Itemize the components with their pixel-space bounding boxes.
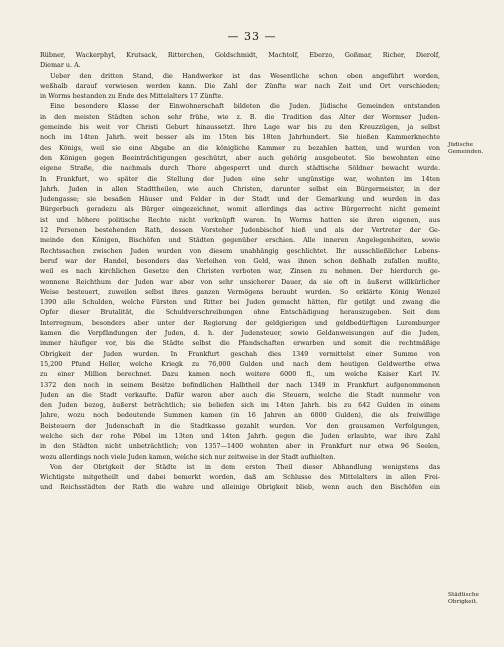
text-line: Von der Obrigkeit der Städte ist in dem ersten Theil dieser Abhandlung wenigstens das xyxy=(50,462,440,471)
text-line: eigene Straße, die nachmals durch Thore abgesperrt und durch städtische Söldner bewacht wurde. xyxy=(40,164,440,173)
text-line: gemeinde bis weit vor Christi Geburt hinaussetzt. Ihre Lage war bis zu den Kreuzzügen, ja selbst xyxy=(40,123,440,132)
text-line: Rübner, Wackerphyl, Krutsack, Ritterchen, Goldschmidt, Machtolf, Eberzo, Goßmar, Richer, Dierolf, xyxy=(40,51,440,59)
text-line: Jahre, wozu noch bedeutende Summen kamen (in 16 Jahren an 6000 Gulden), die als freiwillige xyxy=(40,411,440,420)
text-line: welche sich der rohe Pöbel im 13ten und 14ten Jahrh. gegen die Juden erlaubte, war ihre Zahl xyxy=(40,431,440,440)
text-line: weil es nach kirchlichen Gesetze den Christen verboten war, Zinsen zu nehmen. Der hierdurch ge- xyxy=(40,267,440,276)
text-line: Rechtssachen zwischen Juden wurden von diesem unabhängig geschlichtet. Ihr ausschließlicher Lebens- xyxy=(40,246,440,255)
text-line: und Reichsstädten der Rath die wahre und alleinige Obrigkeit blieb, wenn auch den Bischöfen ein xyxy=(40,483,440,492)
text-line: wonnene Reichthum der Juden war aber von sehr unsicherer Dauer, da sie oft in äußerst willkürlicher xyxy=(40,277,440,286)
text-line: 1372 den noch in seinem Besitze befindlichen Halbtheil der nach 1349 in Frankfurt aufgenommenen xyxy=(40,380,440,389)
margin-note-staedtische-obrigkeit: Städtische Obrigkeit. xyxy=(448,592,480,606)
text-line: in den Städten nicht unbeträchtlich; von 1357—1400 wohnten aber in Frankfurt nur etwa 96 Seelen, xyxy=(40,442,440,451)
text-line: 15,200 Pfund Heller, welche Kriegk zu 76,000 Gulden und nach dem heutigen Geldwerthe etwa xyxy=(40,359,440,368)
text-line: Eine besondere Klasse der Einwohnerschaft bildeten die Juden. Jüdische Gemeinden entstanden xyxy=(50,102,440,111)
text-line: in Worms bestanden zu Ende des Mittelalters 17 Zünfte. xyxy=(40,92,224,101)
text-line: noch im 14ten Jahrh. weit besser als im 15ten bis 18ten Jahrhundert. Sie hießen Kammerknechte xyxy=(40,133,440,142)
text-line: 1390 alle Schulden, welche Fürsten und Ritter bei Juden gemacht hätten, für getilgt und zwang die xyxy=(40,298,440,307)
page-number: — 33 — xyxy=(227,30,277,43)
text-line: Opfer dieser Brutalität, die Schuldverschreibungen ohne Entschädigung herauszugeben. Seit dem xyxy=(40,308,440,317)
text-line: Jahrh. Juden in allen Stadttheilen, wie auch Christen, darunter selbst ein Bürgermeister, in der xyxy=(40,184,440,193)
text-line: zu einer Million berechnet. Dazu kamen noch weitere 6000 fl., um welche Kaiser Karl IV. xyxy=(40,370,440,379)
text-line: beruf war der Handel, besonders das Verleihen von Geld, was ihnen schon deßhalb zufallen mußte, xyxy=(40,256,440,265)
text-line: immer häufiger vor, bis die Städte selbst die Pfandschaften erwarben und somit die rechtmäßige xyxy=(40,339,440,348)
text-line: in den meisten Städten schon sehr frühe, wie z. B. die Tradition das Alter der Wormser Juden- xyxy=(40,112,440,121)
text-line: meinde den Königen, Bischöfen und Städten gegenüber erschien. Alle inneren Angelegenheiten, sowie xyxy=(40,236,440,245)
text-line: kamen die Verpfändungen der Juden, d. h. der Judensteuer, sowie Geldanweisungen auf die Juden, xyxy=(40,329,440,338)
text-line: 12 Personen bestehenden Rath, dessen Vorsteher Judenbischof hieß und als der Vertreter der Ge- xyxy=(40,226,440,235)
text-line: Interregnum, besonders aber unter der Regierung der geldgierigen und geldbedürftigen Luremburger xyxy=(40,318,440,327)
text-line: den Königen gegen Beeinträchtigungen geschützt, aber auch gehörig ausgebeutet. Sie bewohnten eine xyxy=(40,153,440,162)
margin-note-juedische-gemeinden: Jüdische Gemeinden. xyxy=(448,142,484,156)
text-line: wozu allerdings noch viele Juden kamen, welche sich nur zeitweise in der Stadt aufhielten. xyxy=(40,452,336,461)
text-line: des Königs, weil sie eine Abgabe an die königliche Kammer zu bezahlen hatten, und wurden von xyxy=(40,143,440,152)
text-line: Bürgerbuch geradezu als Bürger eingezeichnet, womit allerdings das active Bürgerrecht nicht gemeint xyxy=(40,205,440,214)
text-line: Obrigkeit der Juden wurden. In Frankfurt geschah dies 1349 vermittelst einer Summe von xyxy=(40,349,440,358)
text-line: ist und höhere politische Rechte nicht verknüpft waren. In Worms hatten sie ihren eigenen, aus xyxy=(40,215,440,224)
text-line: Judengasse; sie besaßen Häuser und Felder in der Stadt und der Gemarkung und wurden in das xyxy=(40,195,440,204)
body-text xyxy=(40,50,440,493)
text-line: den Juden bezog, äußerst beträchtlich; sie beliefen sich im 14ten Jahrh. bis zu 642 Gulden in einem xyxy=(40,401,440,410)
text-line: weßhalb darauf verwiesen werden kann. Die Zahl der Zünfte war nach Zeit und Ort verschieden; xyxy=(40,81,440,90)
text-line: In Frankfurt, wo später die Stellung der Juden eine sehr ungünstige war, wohnten im 14ten xyxy=(40,174,440,183)
text-line: Ueber den dritten Stand, die Handwerker ist das Wesentliche schon oben angeführt worden, xyxy=(50,71,440,80)
text-line: Diemar u. A. xyxy=(40,61,81,70)
text-line: Weise besteuert, zuweilen selbst ihres ganzen Vermögens beraubt wurden. So erklärte König Wenzel xyxy=(40,287,440,296)
text-line: Juden an die Stadt verkaufte. Dafür waren aber auch die Steuern, welche die Stadt nunmehr von xyxy=(40,390,440,399)
text-line: Beisteuern der Judenschaft in die Stadtkasse gezahlt wurden. Vor den grausamen Verfolgungen, xyxy=(40,421,440,430)
text-line: Wichtigste mitgetheilt und dabei bemerkt worden, daß am Schlusse des Mittelalters in allen Frei- xyxy=(40,473,440,482)
